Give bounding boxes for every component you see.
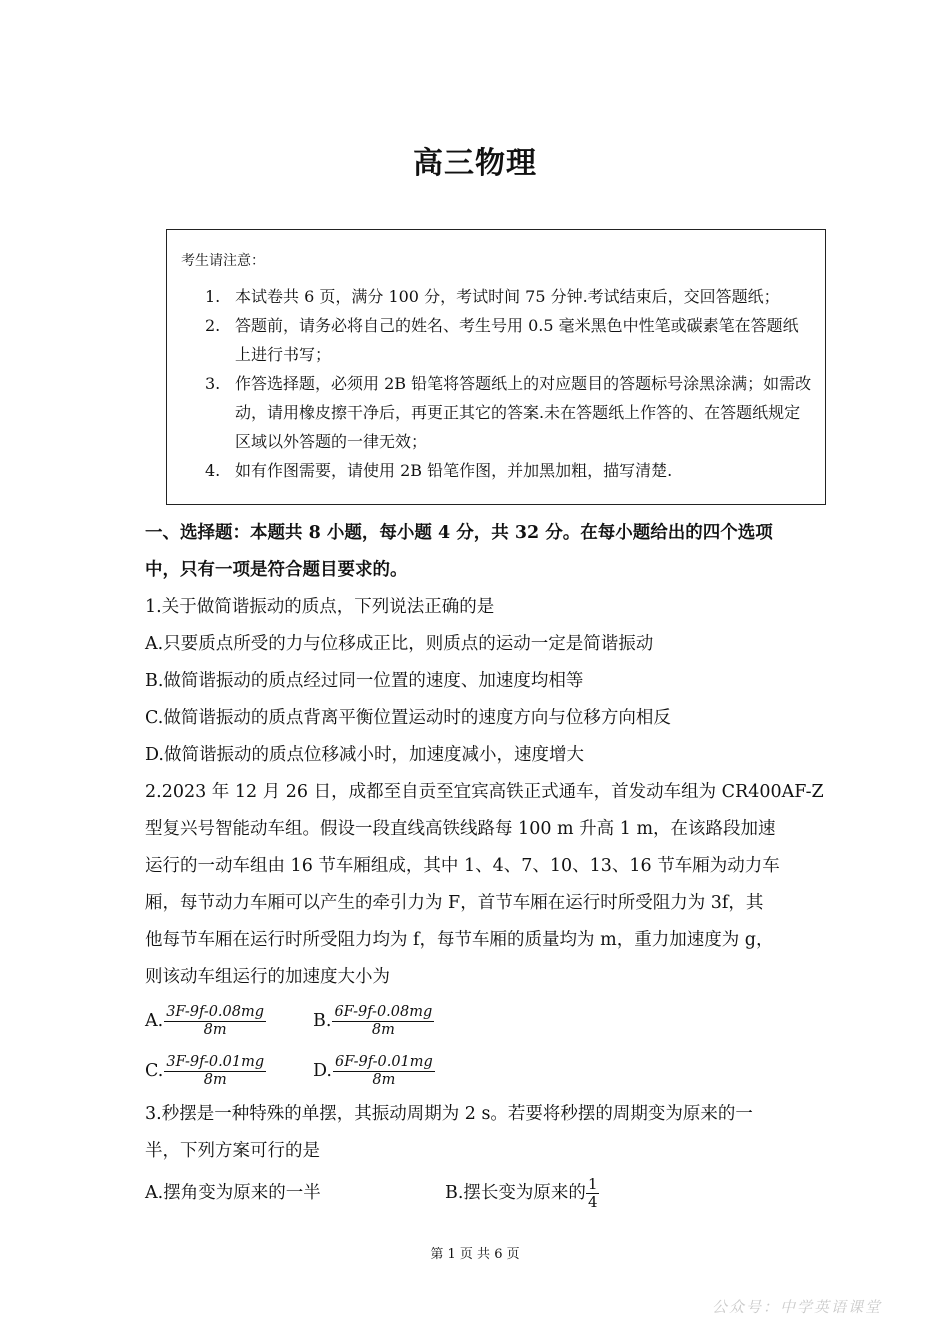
question-1-option-d: D.做简谐振动的质点位移减小时，加速度减小，速度增大: [145, 745, 584, 765]
question-2-line: 则该动车组运行的加速度大小为: [145, 967, 390, 987]
page-title: 高三物理: [413, 146, 537, 181]
question-2-line: 他每节车厢在运行时所受阻力均为 f，每节车厢的质量均为 m，重力加速度为 g，: [145, 930, 774, 950]
question-3-line: 3.秒摆是一种特殊的单摆，其振动周期为 2 s。若要将秒摆的周期变为原来的一: [145, 1104, 753, 1124]
notice-heading: 考生请注意：: [181, 253, 265, 269]
notice-item-number: 4.: [205, 461, 221, 480]
notice-item-text: 本试卷共 6 页，满分 100 分，考试时间 75 分钟.考试结束后，交回答题纸；: [235, 287, 780, 306]
fraction: [333, 1054, 435, 1089]
question-2-option-a: [145, 1003, 313, 1040]
question-1-stem: 1.关于做简谐振动的质点，下列说法正确的是: [145, 597, 495, 617]
option-label: D.: [313, 1060, 332, 1081]
fraction: [164, 1004, 266, 1039]
question-1-option-a: A.只要质点所受的力与位移成正比，则质点的运动一定是简谐振动: [145, 634, 654, 654]
notice-item: [205, 456, 813, 485]
fraction-denominator: 4: [587, 1192, 598, 1211]
question-2-option-b: [313, 1003, 481, 1040]
notice-item-number: 1.: [205, 287, 221, 306]
fraction-numerator: 1: [587, 1174, 598, 1193]
question-1-option-c: C.做简谐振动的质点背离平衡位置运动时的速度方向与位移方向相反: [145, 708, 671, 728]
fraction-numerator: 3F-9f-0.01mg: [166, 1053, 265, 1070]
question-2-line: 厢，每节动力车厢可以产生的牵引力为 F，首节车厢在运行时所受阻力为 3f，其: [145, 893, 764, 913]
fraction: [164, 1054, 266, 1089]
question-2-options-row: [145, 1046, 810, 1096]
question-3-line: 半，下列方案可行的是: [145, 1141, 320, 1161]
fraction: [332, 1004, 434, 1039]
fraction-denominator: 8m: [203, 1021, 227, 1038]
question-3-options-row: [145, 1170, 810, 1216]
option-label: B.: [313, 1010, 332, 1031]
option-label: A.: [145, 1010, 164, 1031]
option-text: B.摆长变为原来的: [445, 1182, 586, 1203]
page-footer: 第 1 页 共 6 页: [430, 1247, 520, 1262]
question-3-option-b: [445, 1175, 599, 1212]
fraction-denominator: 8m: [203, 1071, 227, 1088]
fraction-numerator: 6F-9f-0.08mg: [334, 1003, 433, 1020]
notice-item-number: 2.: [205, 316, 221, 335]
fraction-denominator: 8m: [372, 1071, 396, 1088]
option-label: C.: [145, 1060, 164, 1081]
question-2-line: 2.2023 年 12 月 26 日，成都至自贡至宜宾高铁正式通车，首发动车组为 CR400AF-Z: [145, 782, 824, 802]
notice-box: [166, 229, 826, 505]
question-2-line: 运行的一动车组由 16 节车厢组成，其中 1、4、7、10、13、16 节车厢为动力车: [145, 856, 780, 876]
notice-item: [205, 369, 813, 456]
notice-item-text: 作答选择题，必须用 2B 铅笔将答题纸上的对应题目的答题标号涂黑涂满；如需改动，请用橡皮擦干净后，再更正其它的答案.未在答题纸上作答的、在答题纸规定区域以外答题的一律无效；: [235, 374, 812, 451]
notice-item-text: 答题前，请务必将自己的姓名、考生号用 0.5 毫米黑色中性笔或碳素笔在答题纸上进行书写；: [235, 316, 799, 364]
section-heading-cont: 中，只有一项是符合题目要求的。: [145, 560, 408, 580]
fraction-numerator: 6F-9f-0.01mg: [334, 1053, 433, 1070]
fraction: [586, 1176, 600, 1211]
notice-item-number: 3.: [205, 374, 221, 393]
section-heading: 一、选择题：本题共 8 小题，每小题 4 分，共 32 分。在每小题给出的四个选项: [145, 523, 773, 543]
question-1-option-b: B.做简谐振动的质点经过同一位置的速度、加速度均相等: [145, 671, 584, 691]
question-content: [145, 515, 824, 1216]
watermark: 公众号：中学英语课堂: [711, 1298, 882, 1316]
question-2-option-d: [313, 1053, 481, 1090]
question-2-options-row: [145, 996, 810, 1046]
notice-item-text: 如有作图需要，请使用 2B 铅笔作图，并加黑加粗，描写清楚.: [235, 461, 673, 480]
question-2-line: 型复兴号智能动车组。假设一段直线高铁线路每 100 m 升高 1 m，在该路段加速: [145, 819, 776, 839]
fraction-denominator: 8m: [371, 1021, 395, 1038]
question-3-option-a: A.摆角变为原来的一半: [145, 1182, 321, 1203]
notice-item: [205, 311, 813, 369]
fraction-numerator: 3F-9f-0.08mg: [166, 1003, 265, 1020]
notice-item: [205, 282, 813, 311]
question-2-option-c: [145, 1053, 313, 1090]
